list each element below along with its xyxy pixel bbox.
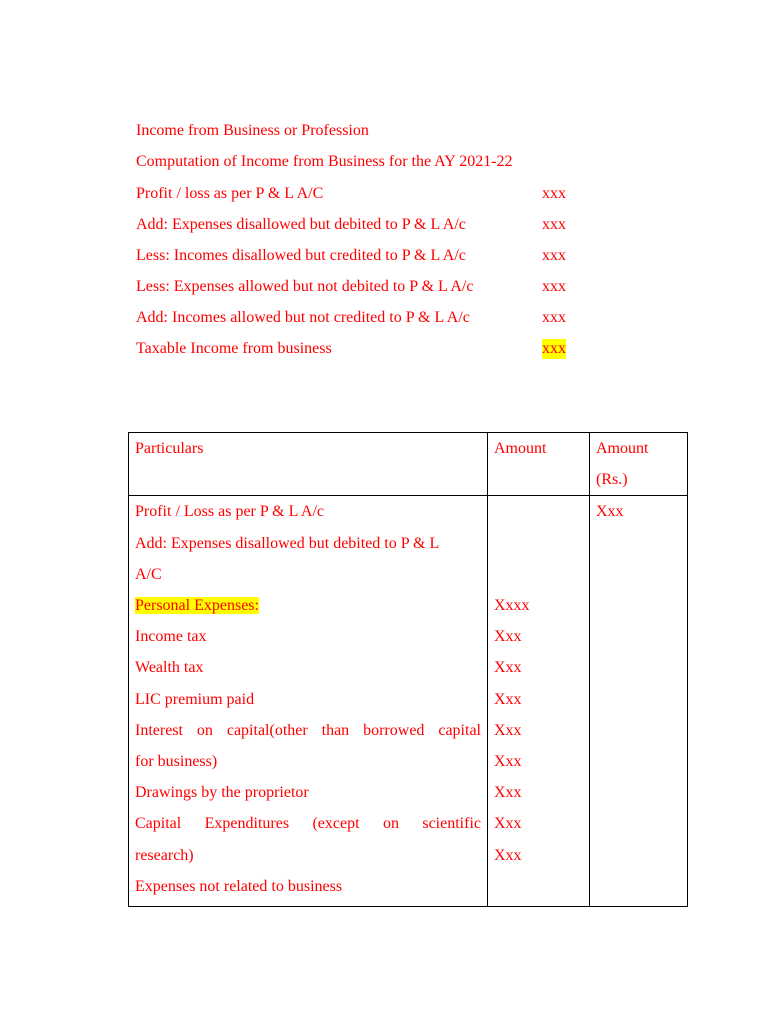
particular-drawings: Drawings by the proprietor bbox=[135, 784, 309, 802]
header-amount-rs-line1: Amount bbox=[596, 440, 649, 457]
amount-for-business: Xxx bbox=[494, 753, 522, 771]
summary-label-add-incomes: Add: Incomes allowed but not credited to P & L A/c bbox=[136, 309, 470, 326]
header-amount-rs-line2: (Rs.) bbox=[596, 471, 628, 489]
particular-profit-loss: Profit / Loss as per P & L A/c bbox=[135, 503, 325, 521]
page-title: Income from Business or Profession bbox=[136, 122, 369, 139]
amount-personal-expenses: Xxxx bbox=[494, 597, 530, 615]
amount-capital-expenditures: Xxx bbox=[494, 815, 522, 833]
table-header-row bbox=[129, 433, 688, 496]
particular-for-business: for business) bbox=[135, 753, 218, 771]
summary-label-profit: Profit / loss as per P & L A/C bbox=[136, 185, 324, 202]
summary-value-taxable-income: xxx bbox=[542, 340, 566, 357]
amount-lic-premium: Xxx bbox=[494, 690, 522, 708]
particulars-cell bbox=[129, 496, 488, 907]
summary-label-less-expenses: Less: Expenses allowed but not debited to P & L A/c bbox=[136, 278, 474, 295]
particular-wealth-tax: Wealth tax bbox=[135, 659, 204, 677]
amounts-cell bbox=[488, 496, 590, 907]
amount-research: Xxx bbox=[494, 846, 522, 864]
header-amount: Amount bbox=[488, 433, 590, 496]
amount-wealth-tax: Xxx bbox=[494, 659, 522, 677]
particular-income-tax: Income tax bbox=[135, 628, 207, 646]
summary-label-add-expenses: Add: Expenses disallowed but debited to P & L A/c bbox=[136, 216, 466, 233]
personal-expenses-highlight: Personal Expenses: bbox=[135, 597, 259, 615]
summary-value-add-expenses: xxx bbox=[542, 216, 566, 233]
computation-heading: Computation of Income from Business for the AY 2021-22 bbox=[136, 153, 513, 170]
particular-research: research) bbox=[135, 846, 194, 864]
particular-capital-expenditures: Capital Expenditures (except on scientific bbox=[135, 815, 481, 833]
summary-value-less-incomes: xxx bbox=[542, 247, 566, 264]
particular-personal-expenses bbox=[135, 590, 481, 621]
summary-label-taxable-income: Taxable Income from business bbox=[136, 340, 332, 357]
summary-value-profit: xxx bbox=[542, 185, 566, 202]
amount-drawings: Xxx bbox=[494, 784, 522, 802]
particular-add-expenses: Add: Expenses disallowed but debited to P & L bbox=[135, 534, 440, 552]
summary-label-less-incomes: Less: Incomes disallowed but credited to P & L A/c bbox=[136, 247, 466, 264]
summary-value-less-expenses: xxx bbox=[542, 278, 566, 295]
particular-ac: A/C bbox=[135, 565, 162, 583]
header-amount-rs bbox=[590, 433, 688, 496]
total-amount-cell bbox=[590, 496, 688, 907]
computation-table bbox=[128, 432, 688, 907]
total-amount-value: Xxx bbox=[596, 503, 624, 521]
amount-interest-on-capital: Xxx bbox=[494, 721, 522, 739]
table-body-row bbox=[129, 496, 688, 907]
header-particulars: Particulars bbox=[129, 433, 488, 496]
summary-value-add-incomes: xxx bbox=[542, 309, 566, 326]
particular-expenses-not-related: Expenses not related to business bbox=[135, 877, 343, 895]
amount-income-tax: Xxx bbox=[494, 628, 522, 646]
particular-lic-premium: LIC premium paid bbox=[135, 690, 255, 708]
particular-interest-on-capital: Interest on capital(other than borrowed capital bbox=[135, 721, 481, 739]
